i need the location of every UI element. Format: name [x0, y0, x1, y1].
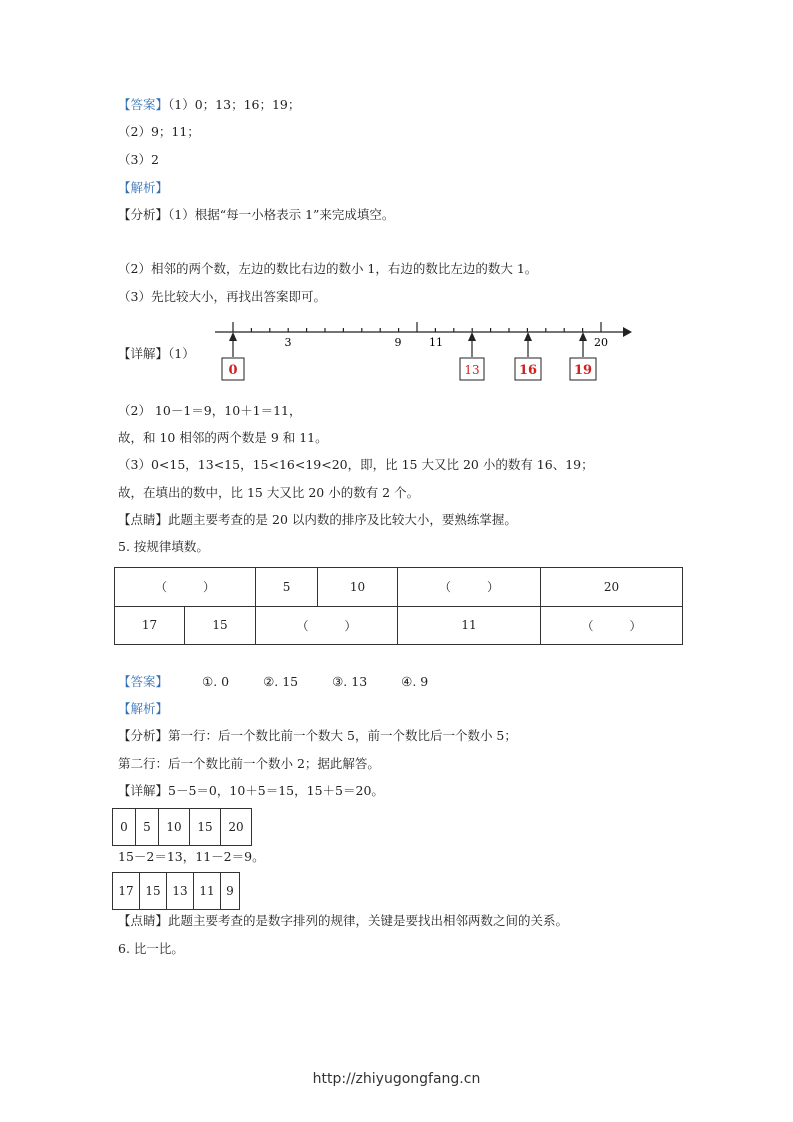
fenxi-text: （1）根据“每一小格表示 1”来完成填空。 [168, 207, 395, 222]
q5-pattern-table [114, 567, 683, 645]
up-arrow-icon [229, 332, 237, 341]
q5-analysis-tag: 【解析】 [118, 701, 169, 716]
dianjing-text: 此题主要考查的是 20 以内数的排序及比较大小，要熟练掌握。 [168, 512, 517, 527]
table-cell: 0 [113, 809, 136, 846]
q4-detail-3a: （3）0<15，13<15，15<16<19<20，即，比 15 大又比 20 小的数有 16、19； [118, 457, 594, 472]
q4-detail-tag: 【详解】（1） [118, 346, 195, 361]
q5-mini-table-2 [112, 872, 240, 910]
answer-tag: 【答案】 [118, 97, 169, 112]
table-cell: 17 [115, 606, 185, 645]
answer-marker-19 [570, 332, 596, 380]
q4-fenxi-line-2: （2）相邻的两个数，左边的数比右边的数小 1，右边的数比左边的数大 1。 [118, 261, 538, 276]
table-cell: 9 [221, 873, 240, 910]
q4-dianjing [118, 512, 517, 528]
q5-fenxi-line-1 [118, 728, 517, 744]
boxed-answer-19: 19 [573, 363, 593, 378]
q4-detail-2a: （2） 10－1＝9，10＋1＝11， [118, 403, 302, 418]
table-cell-blank: （ ） [398, 568, 541, 607]
table-cell: 5 [136, 809, 159, 846]
table-cell: 11 [398, 606, 541, 645]
tick-label-20: 20 [594, 336, 608, 349]
tick-label-3: 3 [284, 336, 292, 349]
dianjing-tag: 【点睛】 [118, 512, 169, 527]
answer-item: ①. 0 [201, 674, 230, 689]
table-cell: 10 [159, 809, 190, 846]
answer-item: ②. 15 [263, 674, 299, 689]
table-cell: 5 [256, 568, 318, 607]
q4-answer-line-2: （2）9；11； [118, 124, 200, 139]
number-line [210, 316, 640, 386]
table-cell: 15 [140, 873, 167, 910]
q5-title: 5. 按规律填数。 [118, 539, 209, 554]
dianjing-tag: 【点睛】 [118, 913, 169, 928]
detail-tag: 【详解】 [118, 783, 169, 798]
q5-answer-line [118, 674, 428, 690]
table-cell-blank: （ ） [541, 606, 683, 645]
table-cell: 15 [185, 606, 256, 645]
table-cell-blank: （ ） [256, 606, 398, 645]
answer-item: ④. 9 [401, 674, 429, 689]
footer-url[interactable]: http://zhiyugongfang.cn [312, 1071, 481, 1087]
fenxi-tag: 【分析】 [118, 728, 169, 743]
table-row [115, 568, 683, 607]
q4-analysis-tag: 【解析】 [118, 180, 169, 195]
table-cell: 15 [190, 809, 221, 846]
q4-detail-3b: 故，在填出的数中，比 15 大又比 20 小的数有 2 个。 [118, 485, 420, 500]
table-cell: 20 [541, 568, 683, 607]
fenxi-tag: 【分析】 [118, 207, 169, 222]
answer-tag: 【答案】 [118, 674, 169, 689]
table-cell-blank: （ ） [115, 568, 256, 607]
up-arrow-icon [524, 332, 532, 341]
detail-text: 5－5＝0，10＋5＝15，15＋5＝20。 [168, 783, 384, 798]
boxed-answer-16: 16 [518, 363, 538, 378]
table-cell: 20 [221, 809, 252, 846]
table-cell: 11 [194, 873, 221, 910]
table-cell: 13 [167, 873, 194, 910]
boxed-answer-13: 13 [464, 363, 480, 377]
q5-dianjing [118, 913, 568, 929]
answer-marker-13 [460, 332, 484, 380]
q5-mini-table-1 [112, 808, 252, 846]
table-row [115, 606, 683, 645]
up-arrow-icon [579, 332, 587, 341]
answer-text: （1）0；13；16；19； [168, 97, 301, 112]
q4-detail-2b: 故，和 10 相邻的两个数是 9 和 11。 [118, 430, 328, 445]
table-row [113, 809, 252, 846]
boxed-answer-0: 0 [228, 363, 238, 378]
table-cell: 17 [113, 873, 140, 910]
q4-answer-line-3: （3）2 [118, 152, 159, 167]
dianjing-text: 此题主要考查的是数字排列的规律，关键是要找出相邻两数之间的关系。 [168, 913, 569, 928]
q4-fenxi-line-1 [118, 207, 394, 223]
q5-detail-line-2: 15－2＝13，11－2＝9。 [118, 849, 265, 864]
up-arrow-icon [468, 332, 476, 341]
axis-arrow-icon [623, 327, 632, 337]
q6-title: 6. 比一比。 [118, 941, 184, 956]
tick-label-9: 9 [394, 336, 402, 349]
fenxi-text: 第一行：后一个数比前一个数大 5，前一个数比后一个数小 5； [168, 728, 517, 743]
answer-item: ③. 13 [332, 674, 368, 689]
answer-marker-16 [515, 332, 541, 380]
q4-answer-line-1 [118, 97, 300, 113]
q5-detail-line-1 [118, 783, 384, 799]
table-row [113, 873, 240, 910]
q4-fenxi-line-3: （3）先比较大小，再找出答案即可。 [118, 289, 326, 304]
table-cell: 10 [318, 568, 398, 607]
answer-marker-0 [222, 332, 244, 380]
tick-label-11: 11 [429, 336, 443, 349]
q5-fenxi-line-2: 第二行：后一个数比前一个数小 2；据此解答。 [118, 756, 380, 771]
